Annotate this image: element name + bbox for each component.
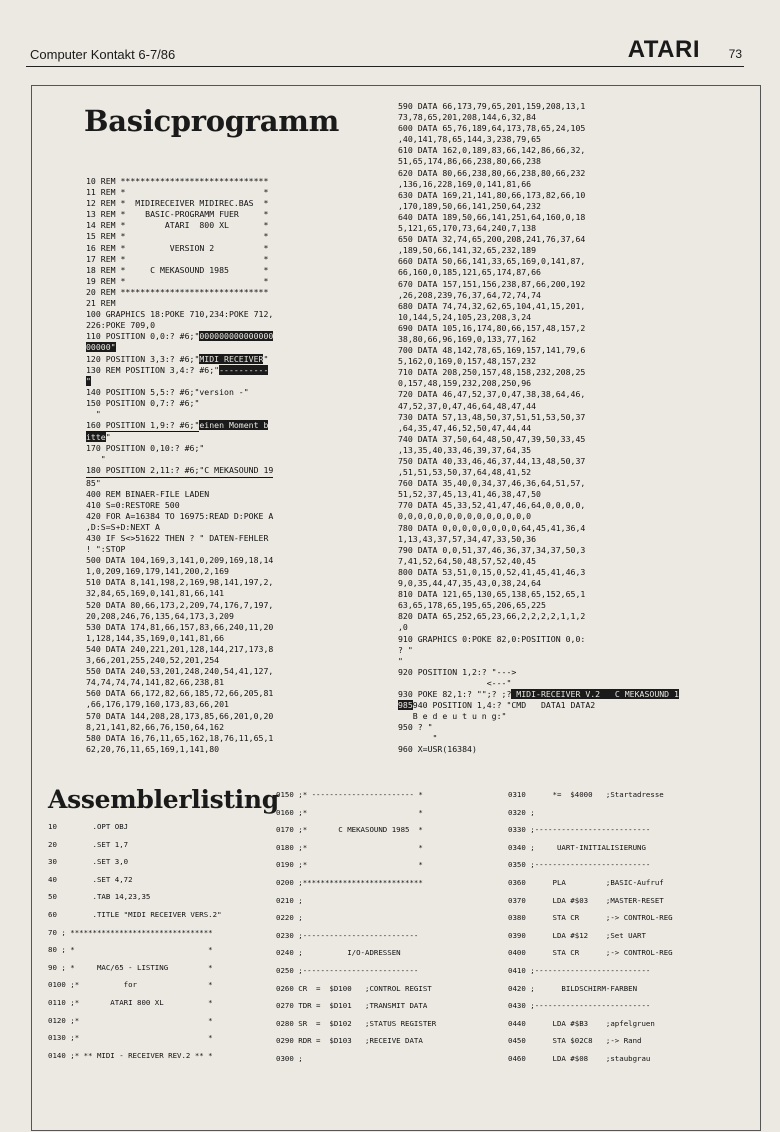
code-line: 85" (86, 477, 101, 488)
code-line: 10,144,5,24,105,23,208,3,24 (398, 311, 532, 322)
code-line: B e d e u t u n g:" (398, 711, 507, 722)
asm-line: 0450 STA $02C8 ;-> Rand (508, 1036, 642, 1046)
code-line: 160 POSITION 1,9:? #6;" (86, 420, 199, 432)
code-line: 1,0,209,169,179,141,200,2,169 (86, 566, 229, 577)
asm-line: 0120 ;* * (48, 1015, 213, 1025)
code-line: 130 REM POSITION 3,4:? #6;" (86, 364, 220, 375)
code-line: 0,0,0,0,0,0,0,0,0,0,0,0,0,0 (398, 511, 532, 522)
code-line: 630 DATA 169,21,141,80,66,173,82,66,10 (398, 189, 586, 200)
inverse-text: MIDI-RECEIVER V.2 C MEKASOUND 1 (511, 688, 679, 699)
code-line: 170 POSITION 0,10:? #6;" (86, 443, 205, 454)
code-line: 600 DATA 65,76,189,64,173,78,65,24,105 (398, 123, 586, 134)
code-line: 950 ? " (398, 722, 433, 733)
code-line: 32,84,65,169,0,141,81,66,141 (86, 588, 225, 599)
code-line: ! ":STOP (86, 544, 126, 555)
asm-line: 0100 ;* for * (48, 980, 213, 990)
code-line: 590 DATA 66,173,79,65,201,159,208,13,1 (398, 101, 586, 111)
asm-line: 0270 TDR = $D101 ;TRANSMIT DATA (276, 1001, 428, 1011)
code-line: 20,208,246,76,135,64,173,3,209 (86, 610, 234, 621)
basic-listing-right (398, 101, 679, 789)
code-line: 14 REM * ATARI 800 XL * (86, 220, 269, 231)
code-line: 510 DATA 8,141,198,2,169,98,141,197,2, (86, 577, 274, 588)
asm-line: 0280 SR = $D102 ;STATUS REGISTER (276, 1018, 437, 1028)
assembler-column-3 (508, 786, 673, 1068)
code-line: 700 DATA 48,142,78,65,169,157,141,79,6 (398, 345, 586, 356)
code-line: 670 DATA 157,151,156,238,87,66,200,192 (398, 278, 586, 289)
code-line: 730 DATA 57,13,48,50,37,51,51,53,50,37 (398, 411, 586, 422)
code-line: 930 POKE 82,1:? "";? ;? (398, 688, 512, 699)
code-line: 750 DATA 40,33,46,46,37,44,13,48,50,37 (398, 456, 586, 466)
inverse-text: 00000" (86, 342, 116, 353)
code-line: 430 IF S<>51622 THEN ? " DATEN-FEHLER (86, 533, 269, 543)
code-line: 560 DATA 66,172,82,66,185,72,66,205,81 (86, 688, 274, 699)
code-line: 1,128,144,35,169,0,141,81,66 (86, 632, 225, 643)
inverse-text: ---------- (219, 364, 269, 375)
code-line: ,13,35,40,33,46,39,37,64,35 (398, 444, 532, 455)
section-brand: ATARI (627, 36, 700, 63)
inverse-text: 985 (398, 700, 413, 711)
asm-line: 0190 ;* * (276, 860, 423, 870)
code-line: 520 DATA 80,66,173,2,209,74,176,7,197, (86, 599, 274, 610)
asm-line: 10 .OPT OBJ (48, 822, 129, 831)
code-line: ,136,16,228,169,0,141,81,66 (398, 178, 532, 189)
code-line: 1,13,43,37,57,34,47,33,50,36 (398, 533, 537, 544)
code-line: " (105, 432, 111, 443)
asm-line: 0350 ;-------------------------- (508, 860, 651, 870)
asm-line: 0260 CR = $D100 ;CONTROL REGIST (276, 983, 432, 993)
asm-line: 0400 STA CR ;-> CONTROL-REG (508, 948, 673, 958)
asm-line: 0310 *= $4000 ;Startadresse (508, 790, 664, 799)
asm-line: 0110 ;* ATARI 800 XL * (48, 997, 213, 1007)
code-line: 226:POKE 709,0 (86, 320, 156, 331)
asm-line: 0240 ; I/O-ADRESSEN (276, 948, 401, 958)
code-line: 680 DATA 74,74,32,62,65,104,41,15,201, (398, 300, 586, 311)
assembler-column-1 (48, 818, 222, 1064)
asm-line: 0360 PLA ;BASIC-Aufruf (508, 877, 664, 887)
code-line: 420 FOR A=16384 TO 16975:READ D:POKE A (86, 510, 274, 521)
inverse-text: 000000000000000 (199, 331, 274, 342)
code-line: 790 DATA 0,0,51,37,46,36,37,34,37,50,3 (398, 544, 586, 555)
asm-line: 0220 ; (276, 913, 303, 923)
code-line: 550 DATA 240,53,201,248,240,54,41,127, (86, 666, 274, 677)
code-line: 410 S=0:RESTORE 500 (86, 499, 180, 510)
code-line: 660 DATA 50,66,141,33,65,169,0,141,87, (398, 256, 586, 267)
asm-line: 40 .SET 4,72 (48, 874, 133, 884)
code-line: 820 DATA 65,252,65,23,66,2,2,2,2,1,1,2 (398, 611, 586, 622)
page-number: 73 (728, 47, 742, 61)
code-line: 710 DATA 208,250,157,48,158,232,208,25 (398, 367, 586, 378)
code-line: 19 REM * * (86, 275, 269, 286)
asm-line: 0250 ;-------------------------- (276, 965, 419, 975)
code-line: 540 DATA 240,221,201,128,144,217,173,8 (86, 643, 274, 654)
code-line: 73,78,65,201,208,144,6,32,84 (398, 112, 537, 123)
inverse-text: MIDI RECEIVER (199, 353, 264, 364)
code-line: ,0 (398, 622, 408, 633)
code-line: 400 REM BINAER-FILE LADEN (86, 488, 210, 499)
code-line: 120 POSITION 3,3:? #6;" (86, 353, 200, 364)
code-line: 110 POSITION 0,0:? #6;" (86, 331, 200, 342)
page-header (26, 36, 744, 67)
asm-line: 0330 ;-------------------------- (508, 825, 651, 835)
code-line: 760 DATA 35,40,0,34,37,46,36,64,51,57, (398, 478, 586, 489)
code-line: 100 GRAPHICS 18:POKE 710,234:POKE 712, (86, 309, 274, 320)
code-line: 580 DATA 16,76,11,65,162,18,76,11,65,1 (86, 732, 274, 743)
asm-line: 0380 STA CR ;-> CONTROL-REG (508, 913, 673, 923)
asm-line: 0210 ; (276, 895, 303, 905)
asm-line: 0230 ;-------------------------- (276, 930, 419, 940)
code-line: 47,52,37,0,47,46,64,48,47,44 (398, 400, 537, 411)
basic-listing-left: 10 REM ****************************** 11 REM * * 12 REM * MIDIRECEIVER MIDIREC.BAS * 13 REM * BASIC-PROGRAMM FUER * 14 REM * ATARI 800 XL * 15 REM * * 16 REM * VERSION 2 * 17 REM * * 18 REM * C MEKASOUND 1985 * 19 REM * * 20 REM ****************************** 21 REM 100 GRAPHICS 18:POKE 710,234:POKE 712, 226:POKE 709,0 110 POSITION 0,0:? #6;"000000000000000 00000" 120 POSITION 3,3:? #6;"MIDI RECEIVER" 130 REM POSITION 3,4:? #6;"---------- " 140 POSITION 5,5:? #6;"version -" 150 POSITION 0,7:? #6;" " 160 POSITION 1,9:? #6;"einen Moment b itte" 170 POSITION 0,10:? #6;" " 180 POSITION 2,11:? #6;"C MEKASOUND 19 85" 400 REM BINAER-FILE LADEN 410 S=0:RESTORE 500 420 FOR A=16384 TO 16975:READ D:POKE A ,D:S=S+D:NEXT A 430 IF S<>51622 THEN ? " DATEN-FEHLER ! ":STOP 500 DATA 104,169,3,141,0,209,169,18,14 1,0,209,169,179,141,200,2,169 510 DATA 8,141,198,2,169,98,141,197,2, 32,84,65,169,0,141,81,66,141 520 DATA 80,66,173,2,209,74,176,7,197, 20,208,246,76,135,64,173,3,209 530 DATA 174,81,66,157,83,66,240,11,20 1,128,144,35,169,0,141,81,66 540 DATA 240,221,201,128,144,217,173,8 3,66,201,255,240,52,201,254 550 DATA 240,53,201,248,240,54,41,127, 74,74,74,74,141,82,66,238,81 560 DATA 66,172,82,66,185,72,66,205,81 ,66,176,179,160,173,83,66,201 570 DATA 144,208,28,173,85,66,201,0,20 8,21,141,82,66,76,150,64,162 580 DATA 16,76,11,65,162,18,76,11,65,1 62,20,76,11,65,169,1,141,80 (86, 176, 274, 754)
asm-line: 0290 RDR = $D103 ;RECEIVE DATA (276, 1036, 423, 1046)
code-line: ,64,35,47,46,52,50,47,44,44 (398, 422, 532, 433)
code-line: 11 REM * * (86, 187, 269, 198)
code-line: 770 DATA 45,33,52,41,47,46,64,0,0,0,0, (398, 500, 586, 511)
code-line: <---" (398, 677, 512, 688)
code-line: 15 REM * * (86, 231, 269, 242)
code-line: 8,21,141,82,66,76,150,64,162 (86, 721, 225, 732)
code-line: 5,121,65,170,73,64,240,7,138 (398, 223, 537, 234)
asm-line: 0200 ;*************************** (276, 877, 423, 887)
code-line: 140 POSITION 5,5:? #6;"version -" (86, 386, 249, 397)
asm-line: 90 ; * MAC/65 - LISTING * (48, 962, 213, 972)
code-line: 910 GRAPHICS 0:POKE 82,0:POSITION 0,0: (398, 633, 586, 644)
asm-line: 0390 LDA #$12 ;Set UART (508, 930, 646, 940)
asm-line: 0300 ; (276, 1053, 303, 1063)
code-line: 20 REM ****************************** (86, 286, 269, 297)
code-line: 51,65,174,86,66,238,80,66,238 (398, 156, 541, 167)
asm-line: 0130 ;* * (48, 1033, 213, 1043)
inverse-text: einen Moment b (199, 420, 269, 431)
code-line: ,51,51,53,50,37,64,48,41,52 (398, 467, 532, 478)
asm-line: 0320 ; (508, 807, 535, 817)
assembler-column-2 (276, 786, 436, 1068)
inverse-text: " (86, 375, 91, 386)
asm-line: 0170 ;* C MEKASOUND 1985 * (276, 825, 423, 835)
asm-line: 20 .SET 1,7 (48, 839, 129, 849)
asm-line: 0180 ;* * (276, 842, 423, 852)
code-line: " (86, 454, 106, 465)
asm-line: 80 ; * * (48, 945, 213, 955)
asm-line: 60 .TITLE "MIDI RECEIVER VERS.2" (48, 909, 222, 919)
assembler-listing-heading: Assemblerlisting (48, 785, 279, 814)
code-line: 13 REM * BASIC-PROGRAMM FUER * (86, 209, 269, 220)
asm-line: 0460 LDA #$08 ;staubgrau (508, 1053, 651, 1063)
asm-line: 0420 ; BILDSCHIRM-FARBEN (508, 983, 638, 993)
asm-line: 0440 LDA #$B3 ;apfelgruen (508, 1018, 655, 1028)
code-line: 5,162,0,169,0,157,48,157,232 (398, 356, 537, 367)
code-line: 570 DATA 144,208,28,173,85,66,201,0,20 (86, 710, 274, 721)
magazine-title: Computer Kontakt 6-7/86 (30, 47, 176, 62)
code-line: ,D:S=S+D:NEXT A (86, 521, 160, 532)
code-line: 940 POSITION 1,4:? "CMD DATA1 DATA2 (412, 700, 596, 711)
asm-line: 30 .SET 3,0 (48, 857, 129, 867)
asm-line: 0150 ;* ----------------------- * (276, 790, 423, 799)
code-line: 74,74,74,74,141,82,66,238,81 (86, 677, 225, 688)
code-line: 530 DATA 174,81,66,157,83,66,240,11,20 (86, 621, 274, 632)
code-line: 38,80,66,96,169,0,133,77,162 (398, 333, 537, 344)
code-line: 0,157,48,159,232,208,250,96 (398, 378, 532, 389)
code-line: 150 POSITION 0,7:? #6;" (86, 397, 200, 408)
asm-line: 0340 ; UART-INITIALISIERUNG (508, 842, 646, 852)
code-line: 9,0,35,44,47,35,43,0,38,24,64 (398, 578, 541, 589)
code-line: 620 DATA 80,66,238,80,66,238,80,66,232 (398, 167, 586, 178)
asm-line: 0370 LDA #$03 ;MASTER-RESET (508, 895, 664, 905)
asm-line: 50 .TAB 14,23,35 (48, 892, 151, 902)
code-line: 610 DATA 162,0,189,83,66,142,86,66,32, (398, 145, 586, 156)
asm-line: 0430 ;-------------------------- (508, 1001, 651, 1011)
code-line: ? " (398, 644, 413, 655)
code-line: 7,41,52,64,50,48,57,52,40,45 (398, 555, 537, 566)
code-line: ,26,208,239,76,37,64,72,74,74 (398, 289, 541, 300)
code-line: 640 DATA 189,50,66,141,251,64,160,0,18 (398, 211, 586, 222)
code-line: 500 DATA 104,169,3,141,0,209,169,18,14 (86, 555, 274, 566)
code-line: 180 POSITION 2,11:? #6;"C MEKASOUND 19 (86, 465, 273, 477)
asm-line: 0160 ;* * (276, 807, 423, 817)
code-line: 3,66,201,255,240,52,201,254 (86, 655, 220, 666)
code-line: " (398, 655, 403, 666)
code-line: 62,20,76,11,65,169,1,141,80 (86, 743, 220, 754)
asm-line: 70 ; ******************************** (48, 927, 213, 937)
code-line: 16 REM * VERSION 2 * (86, 242, 269, 253)
code-line: 800 DATA 53,51,0,15,0,52,41,45,41,46,3 (398, 566, 586, 577)
code-line: 650 DATA 32,74,65,200,208,241,76,37,64 (398, 234, 586, 245)
code-line: " (398, 733, 438, 744)
asm-line: 0140 ;* ** MIDI - RECEIVER REV.2 ** * (48, 1050, 213, 1060)
code-line: 780 DATA 0,0,0,0,0,0,0,0,64,45,41,36,4 (398, 522, 586, 533)
code-line: 12 REM * MIDIRECEIVER MIDIREC.BAS * (86, 198, 269, 209)
code-line: 810 DATA 121,65,130,65,138,65,152,65,1 (398, 589, 586, 600)
code-line: 21 REM (86, 298, 116, 309)
code-line: 690 DATA 105,16,174,80,66,157,48,157,2 (398, 322, 586, 333)
code-line: 17 REM * * (86, 253, 269, 264)
code-line: 960 X=USR(16384) (398, 744, 477, 755)
code-line: 920 POSITION 1,2:? "---> (398, 666, 517, 677)
code-line: 740 DATA 37,50,64,48,50,47,39,50,33,45 (398, 433, 586, 444)
code-line: ,40,141,78,65,144,3,238,79,65 (398, 134, 541, 145)
code-line: ,170,189,50,66,141,250,64,232 (398, 200, 541, 211)
asm-line: 0410 ;-------------------------- (508, 965, 651, 975)
code-line: 720 DATA 46,47,52,37,0,47,38,38,64,46, (398, 389, 586, 400)
code-line: ,189,50,66,141,32,65,232,189 (398, 245, 537, 256)
basic-program-heading: Basicprogramm (84, 104, 340, 138)
inverse-text: itte (86, 432, 106, 443)
code-line: 10 REM ****************************** (86, 176, 269, 186)
code-line: 63,65,178,65,195,65,206,65,225 (398, 600, 546, 611)
code-line: 51,52,37,45,13,41,46,38,47,50 (398, 489, 541, 500)
code-line: " (86, 408, 101, 419)
code-line: 18 REM * C MEKASOUND 1985 * (86, 264, 269, 275)
code-line: 66,160,0,185,121,65,174,87,66 (398, 267, 541, 278)
code-line: ,66,176,179,160,173,83,66,201 (86, 699, 229, 710)
